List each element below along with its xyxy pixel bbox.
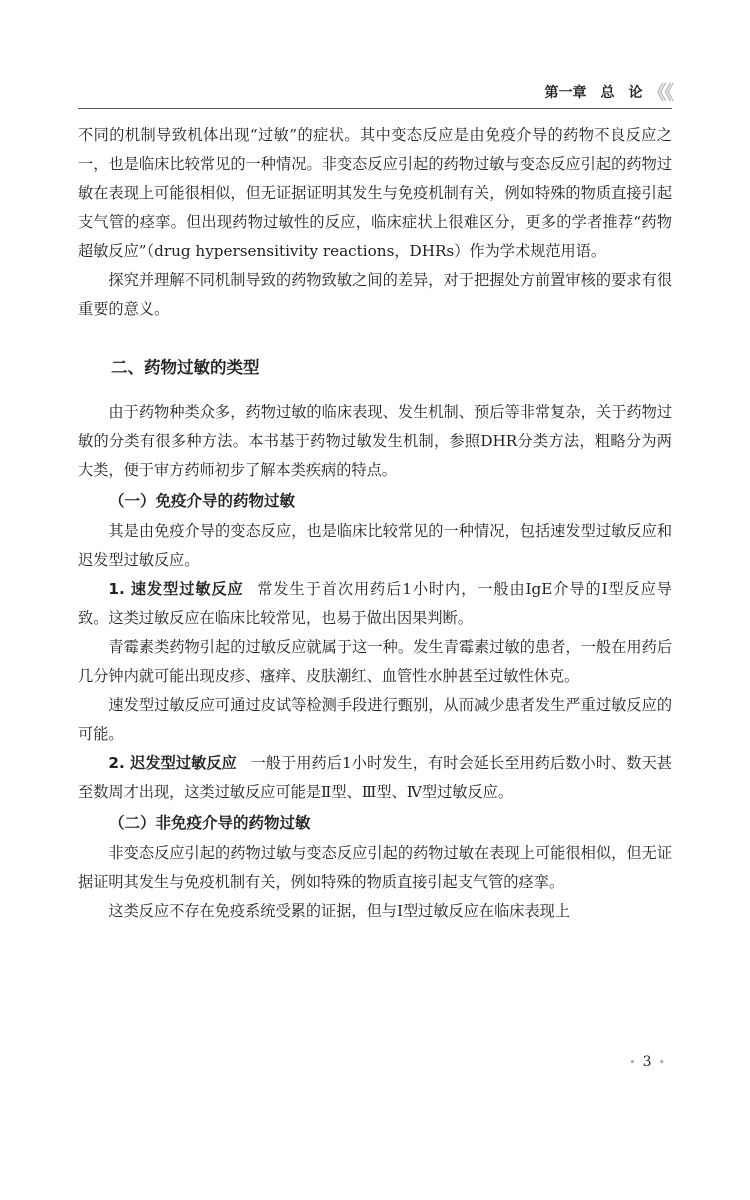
paragraph-2: 探究并理解不同机制导致的药物致敏之间的差异，对于把握处方前置审核的要求有很重要的意义。: [78, 271, 672, 318]
runin-heading-delayed: 2. 迟发型过敏反应: [108, 754, 237, 772]
chapter-title: 第一章 总 论: [544, 84, 643, 101]
paragraph-7: 速发型过敏反应可通过皮试等检测手段进行甄别，从而减少患者发生严重过敏反应的可能。: [78, 696, 672, 743]
page-body: [78, 121, 672, 926]
paragraph-8-text: 一般于用药后1小时发生，有时会延长至用药后数小时、数天甚至数周才出现，这类过敏反应可能是Ⅱ型、Ⅲ型、Ⅳ型过敏反应。: [78, 754, 673, 801]
subsection-heading-non-immune: （二）非免疫介导的药物过敏: [109, 813, 311, 832]
section-heading: 二、药物过敏的类型: [111, 358, 260, 377]
paragraph-9: 非变态反应引起的药物过敏与变态反应引起的药物过敏在表现上可能很相似，但无证据证明其发生与免疫机制有关，例如特殊的物质直接引起支气管的痉挛。: [78, 844, 672, 891]
paragraph-3: 由于药物种类众多，药物过敏的临床表现、发生机制、预后等非常复杂，关于药物过敏的分类有很多种方法。本书基于药物过敏发生机制，参照DHR分类方法，粗略分为两大类，便于审方药师初步了解本类疾病的特点。: [78, 403, 672, 479]
subsection-heading-immune: （一）免疫介导的药物过敏: [109, 491, 296, 510]
header-divider: [78, 108, 672, 109]
dot-right-icon: •: [658, 1055, 665, 1069]
paragraph-4: 其是由免疫介导的变态反应，也是临床比较常见的一种情况，包括速发型过敏反应和迟发型过敏反应。: [78, 522, 672, 569]
paragraph-5: [78, 575, 672, 633]
paragraph-6: 青霉素类药物引起的过敏反应就属于这一种。发生青霉素过敏的患者，一般在用药后几分钟内就可能出现皮疹、瘙痒、皮肤潮红、血管性水肿甚至过敏性休克。: [78, 638, 672, 685]
page-footer: [622, 1054, 672, 1070]
page-number: 3: [642, 1054, 652, 1070]
dot-left-icon: •: [629, 1055, 636, 1069]
paragraph-1: 不同的机制导致机体出现“过敏”的症状。其中变态反应是由免疫介导的药物不良反应之一，也是临床比较常见的一种情况。非变态反应引起的药物过敏与变态反应引起的药物过敏在表现上可能很相似，但无证据证明其发生与免疫机制有关，例如特殊的物质直接引起支气管的痉挛。但出现药物过敏性的反应，临床症状上很难区分，更多的学者推荐“药物超敏反应”（drug hypersensitivity reactions，DHRs）作为学术规范用语。: [78, 126, 672, 260]
running-header: [544, 78, 672, 105]
paragraph-5-text: 常发生于首次用药后1小时内，一般由IgE介导的Ⅰ型反应导致。这类过敏反应在临床比较常见，也易于做出因果判断。: [78, 580, 672, 627]
runin-heading-immediate: 1. 速发型过敏反应: [108, 580, 244, 598]
paragraph-10: 这类反应不存在免疫系统受累的证据，但与Ⅰ型过敏反应在临床表现上: [108, 902, 571, 920]
paragraph-8: [78, 749, 672, 807]
chevron-ornament-icon: 《《: [647, 82, 672, 104]
